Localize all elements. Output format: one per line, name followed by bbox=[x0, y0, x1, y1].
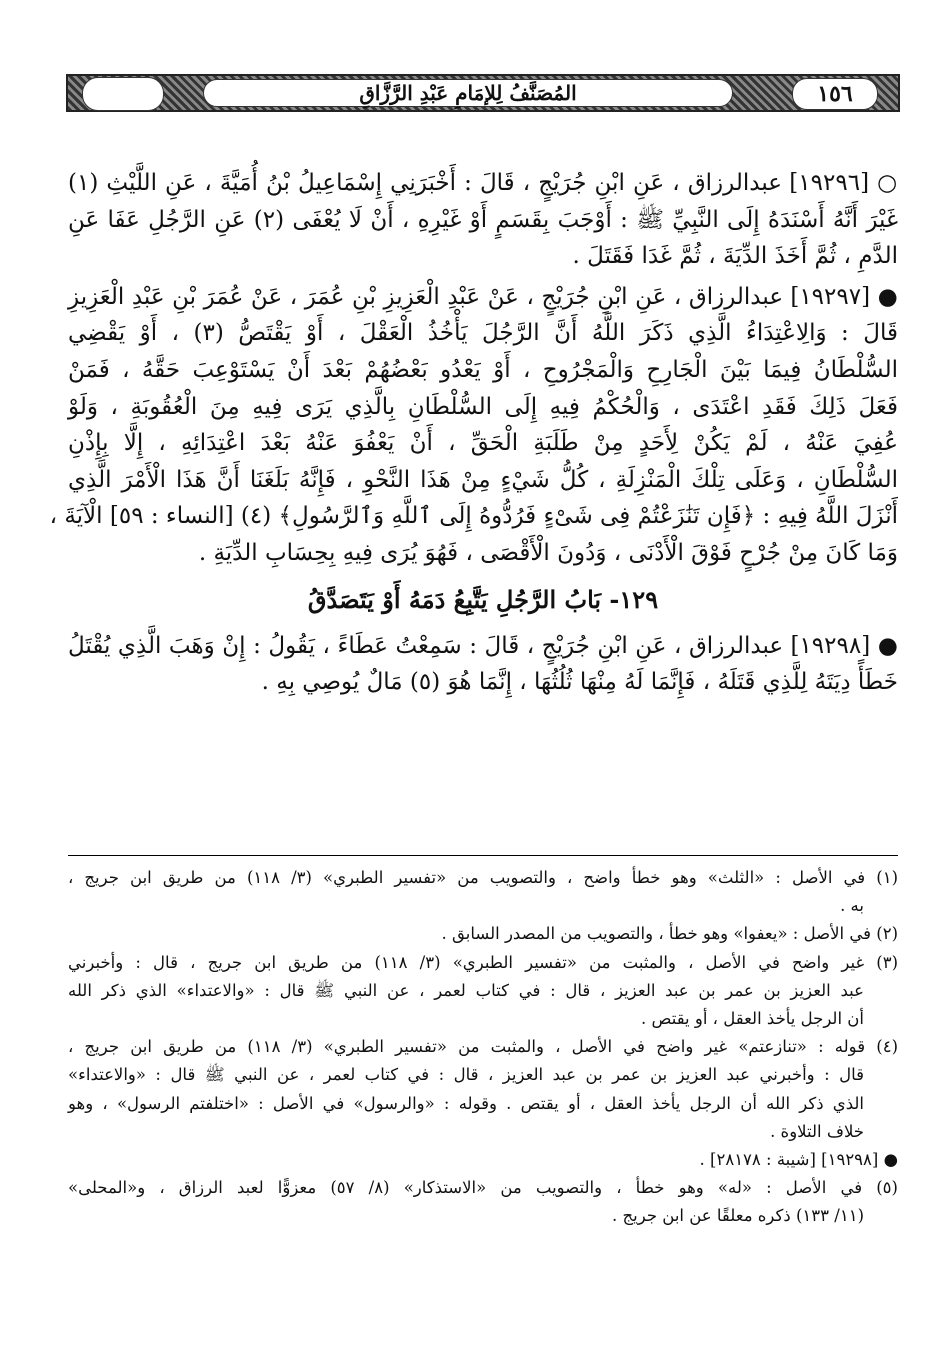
text-line: وَمَا كَانَ مِنْ جُرْحٍ فَوْقَ الْأَدْنَى ، وَدُونَ الْأَقْصَى ، فَهُوَ يُرَى فِيهِ بِحِسَابِ الدِّيَةِ . bbox=[198, 539, 898, 566]
text-line: السُّلْطَانِ ، وَعَلَى تِلْكَ الْمَنْزِلَةِ ، كُلُّ شَيْءٍ مِنْ هَذَا النَّحْوِ ، فَإِنَّهُ بَلَغَنَا أَنَّ هَذَا الْأَمْرَ الَّذِي bbox=[68, 466, 898, 493]
text-line: غَيْرَ أَنَّهُ أَسْنَدَهُ إِلَى النَّبِيِّ ﷺ : أَوْجَبَ بِقَسَمٍ أَوْ غَيْرِهِ ، أَنْ لَا يُعْفَى (٢) عَنِ الرَّجُلِ عَفَا عَنِ bbox=[68, 206, 898, 233]
book-title: المُصَنَّفُ لِلإمَامِ عَبْدِ الرَّزَّاقِ bbox=[203, 79, 733, 107]
footnote-line: عبد العزيز بن عمر بن عبد العزيز ، قال : في كتاب لعمر ، عن النبي ﷺ قال : «والاعتداء» الذي ذكر الله bbox=[68, 980, 864, 1000]
footnote-line: ● [١٩٢٩٨] [شيبة : ٢٨١٧٨] . bbox=[699, 1149, 898, 1169]
footnote-line: خلاف التلاوة . bbox=[770, 1121, 864, 1141]
main-text bbox=[49, 165, 899, 701]
footnotes bbox=[68, 864, 898, 1230]
page-header bbox=[66, 74, 900, 112]
hadith-19298 bbox=[68, 628, 898, 701]
footnote-line: (١) في الأصل : «الثلث» وهو خطأ واضح ، والتصويب من «تفسير الطبري» (٣/ ١١٨) من طريق ابن جريج ، bbox=[68, 868, 898, 887]
footnote-separator bbox=[68, 855, 898, 856]
text-line: الدَّمِ ، ثُمَّ أَخَذَ الدِّيَةَ ، ثُمَّ غَدَا فَقَتَلَ . bbox=[572, 243, 898, 270]
text-line: ○ [١٩٢٩٦] عبدالرزاق ، عَنِ ابْنِ جُرَيْجٍ ، قَالَ : أَخْبَرَنِي إِسْمَاعِيلُ بْنُ أُمَيَّةَ ، عَنِ اللَّيْثِ (١) bbox=[68, 170, 899, 196]
hadith-19296 bbox=[68, 165, 898, 275]
footnote-line: قال : وأخبرني عبد العزيز بن عمر بن عبد العزيز ، قال : في كتاب لعمر ، عن النبي ﷺ قال : «والاعتداء» bbox=[68, 1065, 864, 1085]
footnote-line: أن الرجل يأخذ العقل ، أو يقتص . bbox=[641, 1008, 864, 1028]
text-line: السُّلْطَانُ فِيمَا بَيْنَ الْجَارِحِ وَالْمَجْرُوحِ ، أَوْ يَعْدُو بَعْضُهُمْ بَعْدَ أَنْ يَسْتَوْعِبَ حَقَّهُ ، فَمَنْ bbox=[68, 356, 898, 383]
text-line: ● [١٩٢٩٨] عبدالرزاق ، عَنِ ابْنِ جُرَيْجٍ ، قَالَ : سَمِعْتُ عَطَاءً ، يَقُولُ : إِنْ وَهَبَ الَّذِي يُقْتَلُ bbox=[68, 632, 899, 659]
text-line: أَنْزَلَ اللَّهُ فِيهِ : ﴿فَإِن تَنَٰزَعْتُمْ فِى شَىْءٍ فَرُدُّوهُ إِلَى ٱللَّهِ وَٱلرَّسُولِ﴾ (٤) [النساء : ٥٩] الْآيَةَ ، bbox=[49, 503, 898, 530]
chapter-heading: ١٢٩- بَابُ الرَّجُلِ يَتَّبِعُ دَمَهُ أَوْ يَتَصَدَّقُ bbox=[307, 584, 659, 614]
page-number: ١٥٦ bbox=[792, 78, 878, 110]
hadith-19297 bbox=[49, 279, 898, 572]
text-line: ● [١٩٢٩٧] عبدالرزاق ، عَنِ ابْنِ جُرَيْجٍ ، عَنْ عَبْدِ الْعَزِيزِ بْنِ عُمَرَ ، عَنْ عُمَرَ بْنِ عَبْدِ الْعَزِيزِ bbox=[68, 283, 898, 310]
text-line: خَطَأً دِيَتَهُ لِلَّذِي قَتَلَهُ ، فَإِنَّمَا لَهُ مِنْهَا ثُلُثُهَا ، إِنَّمَا هُوَ (٥) مَالٌ يُوصِي بِهِ . bbox=[261, 669, 898, 696]
footnote-line: الذي ذكر الله أن الرجل يأخذ العقل ، أو يقتص . وقوله : «والرسول» في الأصل : «اختلفتم الرسول» ، وهو bbox=[68, 1093, 864, 1113]
footnote-line: به . bbox=[840, 896, 864, 916]
footnote-line: (٢) في الأصل : «يعفوا» وهو خطأ ، والتصويب من المصدر السابق . bbox=[441, 924, 898, 944]
footnote-line: (٥) في الأصل : «له» وهو خطأ ، والتصويب من «الاستذكار» (٨/ ٥٧) معزوًّا لعبد الرزاق ، و«المحلى» bbox=[68, 1178, 898, 1198]
footnote-line: (١١/ ١٣٣) ذكره معلقًا عن ابن جريج . bbox=[611, 1206, 864, 1226]
text-line: قَالَ : وَالِاعْتِدَاءُ الَّذِي ذَكَرَ اللَّهُ أَنَّ الرَّجُلَ يَأْخُذُ الْعَقْلَ ، أَوْ يَقْتَصُّ (٣) ، أَوْ يَقْضِي bbox=[68, 320, 898, 347]
text-line: عُفِيَ عَنْهُ ، لَمْ يَكُنْ لِأَحَدٍ مِنْ طَلَبَةِ الْحَقِّ ، أَنْ يَعْفُوَ عَنْهُ بَعْدَ اعْتِدَائِهِ ، إِلَّا بِإِذْنِ bbox=[68, 430, 898, 457]
book-logo bbox=[82, 77, 164, 111]
footnote-line: (٣) غير واضح في الأصل ، والمثبت من «تفسير الطبري» (٣/ ١١٨) من طريق ابن جريج ، قال : وأخبرني bbox=[68, 952, 898, 972]
footnote-line: (٤) قوله : «تنازعتم» غير واضح في الأصل ، والمثبت من «تفسير الطبري» (٣/ ١١٨) من طريق ابن جريج ، bbox=[68, 1037, 898, 1057]
text-line: فَعَلَ ذَلِكَ فَقَدِ اعْتَدَى ، وَالْحُكْمُ فِيهِ إِلَى السُّلْطَانِ بِالَّذِي يَرَى فِيهِ مِنَ الْعُقُوبَةِ ، وَلَوْ bbox=[68, 393, 898, 420]
